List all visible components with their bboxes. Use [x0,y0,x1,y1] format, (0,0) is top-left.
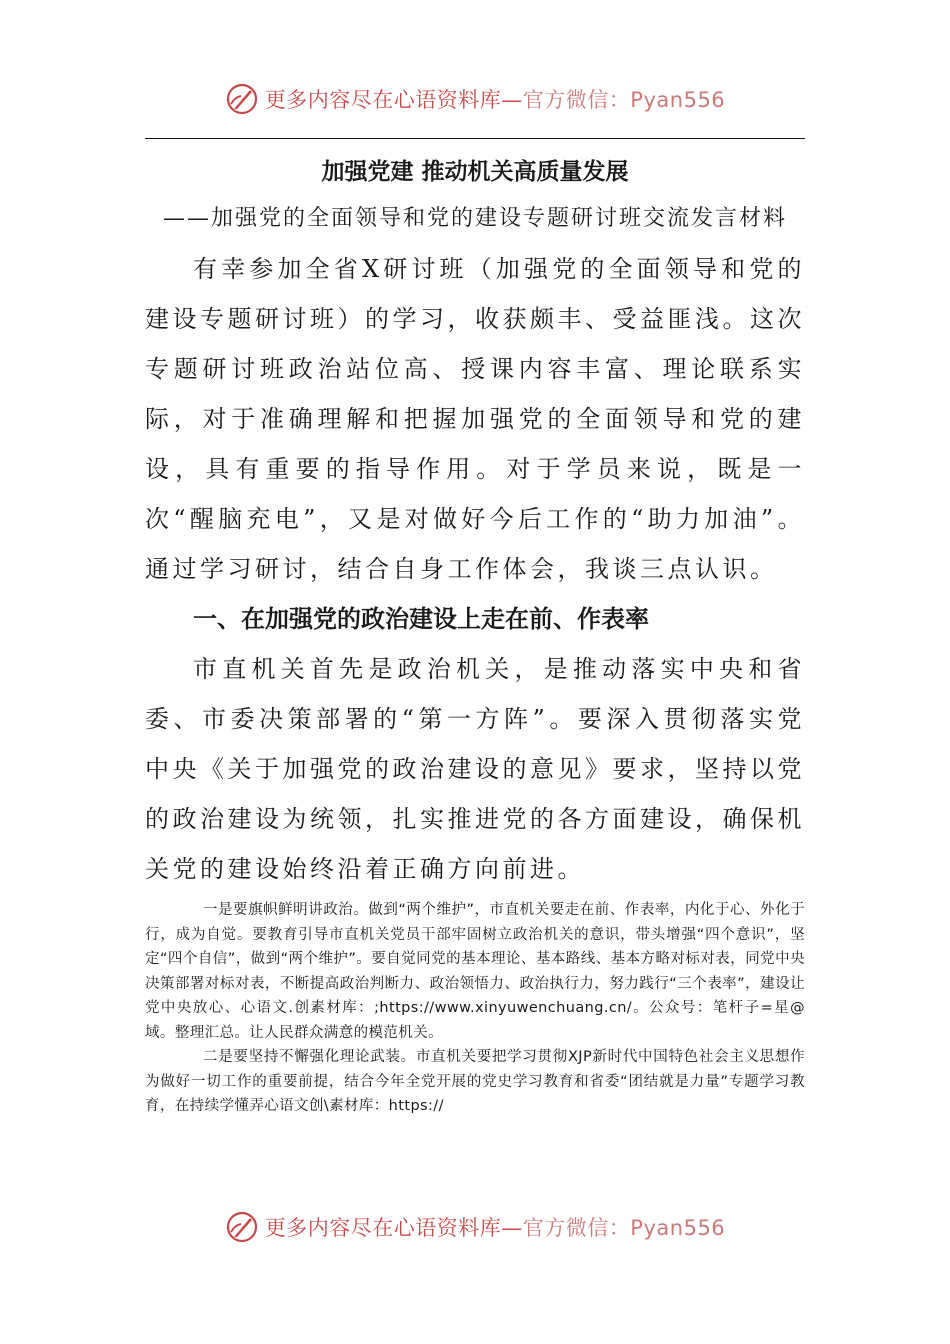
section-1-paragraph: 市直机关首先是政治机关，是推动落实中央和省委、市委决策部署的“第一方阵”。要深入贯彻落实党中央《关于加强党的政治建设的意见》要求，坚持以党的政治建设为统领，扎实推进党的各方面建设，确保机关党的建设始终沿着正确方向前进。 [145,655,805,883]
quill-logo-icon [225,1210,259,1244]
intro-paragraph: 有幸参加全省X研讨班（加强党的全面领导和党的建设专题研讨班）的学习，收获颇丰、受益匪浅。这次专题研讨班政治站位高、授课内容丰富、理论联系实际，对于准确理解和把握加强党的全面领导和党的建设，具有重要的指导作用。对于学员来说，既是一次“醒脑充电”，又是对做好今后工作的“助力加油”。通过学习研讨，结合自身工作体会，我谈三点认识。 [145,255,805,583]
point-2-paragraph: 二是要坚持不懈强化理论武装。市直机关要把学习贯彻XJP新时代中国特色社会主义思想作为做好一切工作的重要前提，结合今年全党开展的党史学习教育和省委“团结就是力量”专题学习教育，在持续学懂弄心语文创\素材库：https:// [145,1049,805,1114]
point-1-paragraph: 一是要旗帜鲜明讲政治。做到“两个维护”，市直机关要走在前、作表率，内化于心、外化于行，成为自觉。要教育引导市直机关党员干部牢固树立政治机关的意识，带头增强“四个意识”，坚定“四个自信”，做到“两个维护”。要自觉同党的基本理论、基本路线、基本方略对标对表，同党中央决策部署对标对表，不断提高政治判断力、政治领悟力、政治执行力，努力践行“三个表率”，建设让党中央放心、心语文.创素材库：;https://www.xinyuwenchuang.cn/。公众号：笔杆子=星@域。整理汇总。让人民群众满意的模范机关。 [145,902,805,1041]
document-title: 加强党建 推动机关高质量发展 [321,159,629,185]
header-banner [0,82,950,116]
header-banner-text: 更多内容尽在心语资料库—官方微信：Pyan556 [264,88,726,112]
quill-logo-icon [225,82,259,116]
document-subtitle: ——加强党的全面领导和党的建设专题研讨班交流发言材料 [162,206,787,231]
footer-banner-text: 更多内容尽在心语资料库—官方微信：Pyan556 [264,1216,726,1240]
footer-banner [0,1210,950,1244]
header-rule [145,138,805,139]
document-body [145,150,805,1119]
section-1-heading: 一、在加强党的政治建设上走在前、作表率 [193,605,649,633]
